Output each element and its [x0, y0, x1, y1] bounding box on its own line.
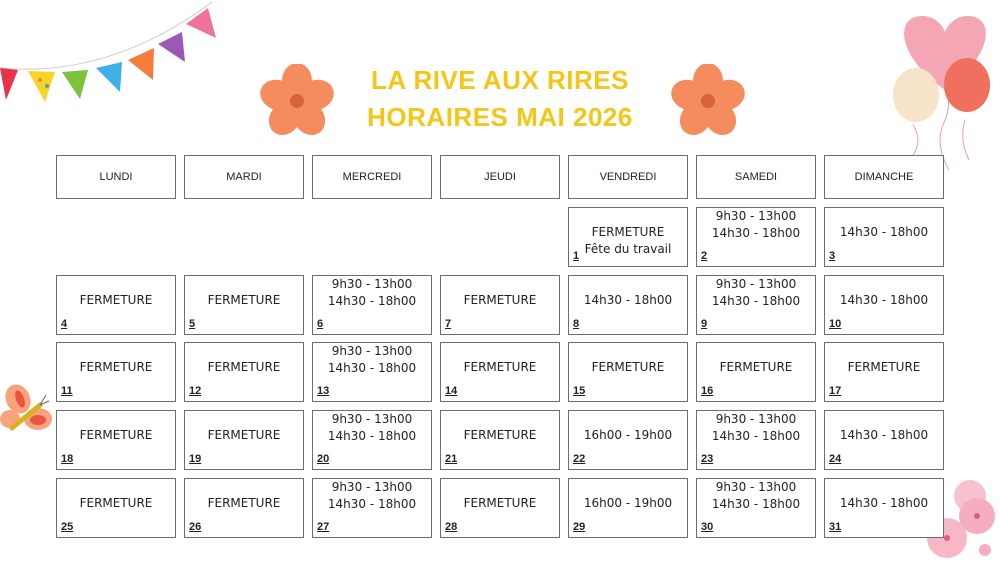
day-cell	[184, 478, 304, 538]
day-cell	[312, 275, 432, 335]
day-cell	[568, 207, 688, 267]
day-number: 22	[573, 453, 586, 465]
day-number: 11	[61, 385, 73, 397]
day-hours	[57, 495, 175, 512]
day-hours	[185, 292, 303, 309]
weekday-header-dimanche: DIMANCHE	[824, 155, 944, 199]
hours-line: FERMETURE	[847, 360, 921, 374]
day-hours	[313, 343, 431, 377]
day-hours	[441, 292, 559, 309]
hours-line: 14h30 - 18h00	[839, 225, 929, 239]
page-title: LA RIVE AUX RIRES	[371, 65, 629, 95]
day-cell	[696, 342, 816, 402]
hours-line: 14h30 - 18h00	[711, 294, 801, 308]
hours-line: Fête du travail	[584, 242, 672, 256]
day-cell	[696, 275, 816, 335]
day-number: 27	[317, 521, 330, 533]
page-subtitle: HORAIRES MAI 2026	[367, 102, 633, 132]
day-number: 12	[189, 385, 202, 397]
day-cell	[824, 342, 944, 402]
day-number: 2	[701, 250, 708, 262]
hours-line: 9h30 - 13h00	[715, 480, 797, 494]
day-hours	[825, 359, 943, 376]
day-cell	[184, 410, 304, 470]
hours-line: 14h30 - 18h00	[327, 361, 417, 375]
day-hours	[569, 292, 687, 309]
day-hours	[825, 292, 943, 309]
day-cell	[696, 478, 816, 538]
day-cell	[568, 478, 688, 538]
day-number: 26	[189, 521, 202, 533]
day-number: 4	[61, 318, 68, 330]
hours-line: 9h30 - 13h00	[331, 277, 413, 291]
day-number: 5	[189, 318, 196, 330]
day-number: 19	[189, 453, 202, 465]
day-hours	[57, 359, 175, 376]
hours-line: FERMETURE	[79, 293, 153, 307]
day-cell	[312, 478, 432, 538]
hours-line: 9h30 - 13h00	[331, 480, 413, 494]
balloons-icon	[885, 10, 1000, 175]
weekday-header-vendredi: VENDREDI	[568, 155, 688, 199]
day-hours	[185, 495, 303, 512]
hours-line: FERMETURE	[207, 428, 281, 442]
day-hours	[57, 427, 175, 444]
hours-line: 14h30 - 18h00	[711, 497, 801, 511]
hours-line: FERMETURE	[463, 293, 537, 307]
hours-line: 9h30 - 13h00	[331, 344, 413, 358]
day-cell	[568, 342, 688, 402]
day-cell	[568, 275, 688, 335]
day-cell	[184, 275, 304, 335]
hours-line: FERMETURE	[207, 496, 281, 510]
hours-line: 16h00 - 19h00	[583, 428, 673, 442]
day-hours	[441, 495, 559, 512]
weekday-header-samedi: SAMEDI	[696, 155, 816, 199]
day-number: 17	[829, 385, 842, 397]
day-cell	[696, 410, 816, 470]
day-number: 23	[701, 453, 714, 465]
day-hours	[185, 359, 303, 376]
hours-line: FERMETURE	[463, 428, 537, 442]
hours-line: FERMETURE	[591, 360, 665, 374]
day-number: 13	[317, 385, 330, 397]
hours-line: 14h30 - 18h00	[711, 226, 801, 240]
hours-line: FERMETURE	[719, 360, 793, 374]
day-cell	[312, 410, 432, 470]
day-cell	[56, 410, 176, 470]
day-number: 20	[317, 453, 330, 465]
day-hours	[185, 427, 303, 444]
hours-line: FERMETURE	[79, 428, 153, 442]
day-cell	[696, 207, 816, 267]
day-number: 29	[573, 521, 586, 533]
day-hours	[825, 224, 943, 241]
bunting-icon	[0, 0, 230, 110]
hours-line: FERMETURE	[79, 496, 153, 510]
day-hours	[569, 495, 687, 512]
day-hours	[441, 427, 559, 444]
day-hours	[569, 427, 687, 444]
day-hours	[825, 495, 943, 512]
day-cell	[440, 410, 560, 470]
day-hours	[313, 411, 431, 445]
hours-line: 9h30 - 13h00	[331, 412, 413, 426]
day-number: 16	[701, 385, 714, 397]
day-hours	[313, 479, 431, 513]
hours-line: 9h30 - 13h00	[715, 277, 797, 291]
day-number: 9	[701, 318, 708, 330]
hours-line: 14h30 - 18h00	[839, 496, 929, 510]
day-number: 7	[445, 318, 452, 330]
day-number: 21	[445, 453, 458, 465]
day-hours	[569, 359, 687, 376]
day-number: 3	[829, 250, 836, 262]
weekday-header-lundi: LUNDI	[56, 155, 176, 199]
day-cell	[440, 275, 560, 335]
hours-line: 14h30 - 18h00	[583, 293, 673, 307]
day-number: 24	[829, 453, 842, 465]
day-cell	[824, 410, 944, 470]
day-number: 14	[445, 385, 458, 397]
hours-line: 16h00 - 19h00	[583, 496, 673, 510]
hours-line: 9h30 - 13h00	[715, 412, 797, 426]
day-cell	[56, 478, 176, 538]
hours-line: 14h30 - 18h00	[327, 497, 417, 511]
hours-line: FERMETURE	[79, 360, 153, 374]
hours-line: 14h30 - 18h00	[327, 294, 417, 308]
day-hours	[569, 224, 687, 258]
day-cell	[568, 410, 688, 470]
day-number: 31	[829, 521, 842, 533]
day-hours	[697, 411, 815, 445]
hours-line: 14h30 - 18h00	[711, 429, 801, 443]
butterfly-icon	[0, 383, 56, 435]
day-cell	[184, 342, 304, 402]
day-hours	[825, 427, 943, 444]
day-number: 1	[573, 250, 580, 262]
weekday-header-mardi: MARDI	[184, 155, 304, 199]
day-hours	[697, 276, 815, 310]
hours-line: FERMETURE	[207, 293, 281, 307]
day-cell	[824, 207, 944, 267]
hours-line: 14h30 - 18h00	[839, 293, 929, 307]
day-number: 15	[573, 385, 586, 397]
day-number: 10	[829, 318, 842, 330]
day-number: 25	[61, 521, 74, 533]
weekday-header-mercredi: MERCREDI	[312, 155, 432, 199]
day-number: 28	[445, 521, 458, 533]
day-cell	[56, 275, 176, 335]
day-hours	[313, 276, 431, 310]
day-cell	[824, 478, 944, 538]
hours-line: FERMETURE	[207, 360, 281, 374]
weekday-header-jeudi: JEUDI	[440, 155, 560, 199]
hours-line: FERMETURE	[591, 225, 665, 239]
day-cell	[312, 342, 432, 402]
hours-line: FERMETURE	[463, 496, 537, 510]
day-cell	[440, 478, 560, 538]
day-number: 8	[573, 318, 580, 330]
hours-line: FERMETURE	[463, 360, 537, 374]
day-number: 18	[61, 453, 74, 465]
day-hours	[697, 208, 815, 242]
day-cell	[440, 342, 560, 402]
day-cell	[824, 275, 944, 335]
day-number: 30	[701, 521, 714, 533]
hours-line: 9h30 - 13h00	[715, 209, 797, 223]
hours-line: 14h30 - 18h00	[839, 428, 929, 442]
day-cell	[56, 342, 176, 402]
hours-line: 14h30 - 18h00	[327, 429, 417, 443]
day-hours	[57, 292, 175, 309]
day-number: 6	[317, 318, 324, 330]
day-hours	[441, 359, 559, 376]
day-hours	[697, 479, 815, 513]
day-hours	[697, 359, 815, 376]
